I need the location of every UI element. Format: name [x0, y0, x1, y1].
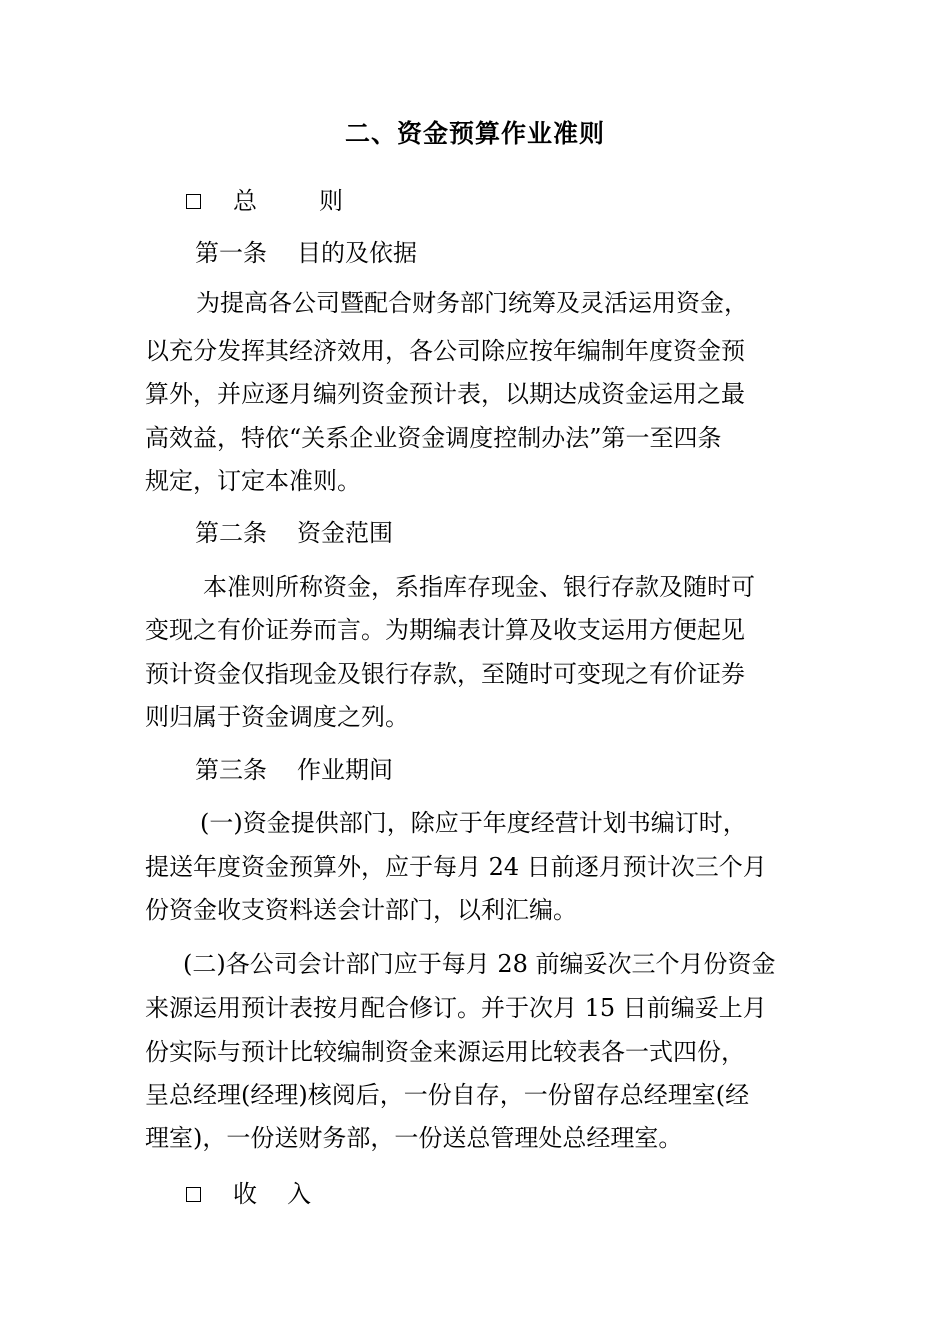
section-char: 则	[319, 187, 343, 215]
paragraph-line: 份实际与预计比较编制资金来源运用比较表各一式四份，	[145, 1038, 745, 1066]
paragraph-line: (一)资金提供部门，除应于年度经营计划书编订时，	[200, 809, 747, 837]
article-number: 第一条	[195, 239, 267, 267]
paragraph-line: 理室)，一份送财务部，一份送总管理处总经理室。	[145, 1124, 683, 1152]
paragraph-line: 来源运用预计表按月配合修订。并于次月 15 日前编妥上月	[145, 994, 767, 1022]
paragraph-line: 份资金收支资料送会计部门，以利汇编。	[145, 896, 577, 924]
paragraph-line: 本准则所称资金，系指库存现金、银行存款及随时可	[203, 573, 755, 601]
article-heading-3	[195, 755, 865, 785]
paragraph-line: 则归属于资金调度之列。	[145, 703, 409, 731]
paragraph-line: 呈总经理(经理)核阅后，一份自存，一份留存总经理室(经	[145, 1081, 750, 1109]
article-name: 资金范围	[297, 519, 393, 547]
paragraph-line: 算外，并应逐月编列资金预计表，以期达成资金运用之最	[145, 380, 745, 408]
article-heading-2	[195, 518, 865, 548]
paragraph-line: 预计资金仅指现金及银行存款，至随时可变现之有价证券	[145, 660, 745, 688]
checkbox-square-icon	[186, 1187, 201, 1202]
article-name: 目的及依据	[297, 239, 417, 267]
section-heading-general	[186, 186, 856, 216]
article-name: 作业期间	[297, 756, 393, 784]
paragraph-line: 提送年度资金预算外，应于每月 24 日前逐月预计次三个月	[145, 853, 767, 881]
paragraph-line: 变现之有价证券而言。为期编表计算及收支运用方便起见	[145, 616, 745, 644]
section-char: 入	[287, 1180, 311, 1208]
article-number: 第二条	[195, 519, 267, 547]
page-title: 二、资金预算作业准则	[344, 119, 605, 148]
checkbox-square-icon	[186, 194, 201, 209]
paragraph-line: (二)各公司会计部门应于每月 28 前编妥次三个月份资金	[183, 950, 776, 978]
section-char: 收	[233, 1180, 257, 1208]
article-number: 第三条	[195, 756, 267, 784]
paragraph-line: 高效益，特依“关系企业资金调度控制办法”第一至四条	[145, 424, 722, 452]
paragraph-line: 规定，订定本准则。	[145, 467, 361, 495]
paragraph-line: 为提高各公司暨配合财务部门统筹及灵活运用资金，	[196, 289, 748, 317]
article-heading-1	[195, 238, 865, 268]
section-heading-income	[186, 1179, 856, 1209]
section-char: 总	[233, 187, 257, 215]
paragraph-line: 以充分发挥其经济效用，各公司除应按年编制年度资金预	[145, 337, 745, 365]
